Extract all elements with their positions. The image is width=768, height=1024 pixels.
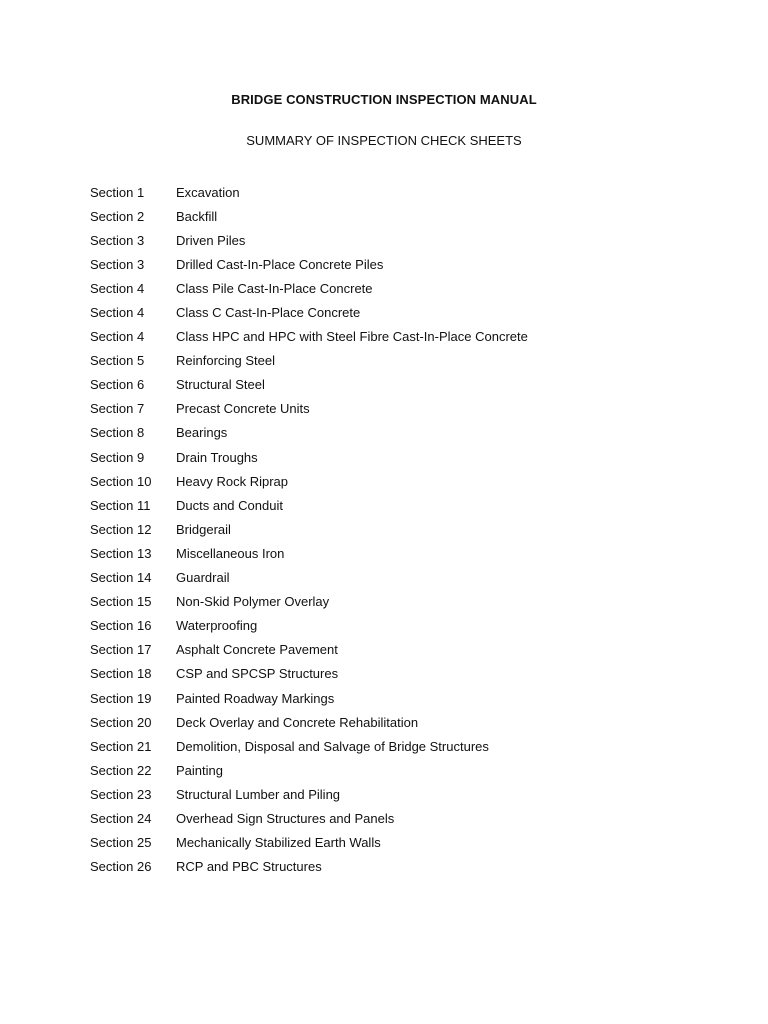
section-title: Painting	[176, 762, 223, 778]
section-number: Section 4	[90, 329, 145, 345]
section-title: Class C Cast-In-Place Concrete	[176, 305, 361, 321]
document-title: BRIDGE CONSTRUCTION INSPECTION MANUAL	[231, 92, 537, 107]
document-subtitle: SUMMARY OF INSPECTION CHECK SHEETS	[246, 133, 522, 148]
section-number: Section 21	[90, 738, 152, 754]
section-number: Section 8	[90, 425, 145, 441]
section-title: Backfill	[176, 208, 218, 224]
section-title: Drain Troughs	[176, 449, 258, 465]
section-number: Section 12	[90, 521, 152, 537]
section-number: Section 22	[90, 762, 152, 778]
section-title: Miscellaneous Iron	[176, 545, 285, 561]
section-row	[90, 469, 730, 493]
section-title: Drilled Cast-In-Place Concrete Piles	[176, 256, 384, 272]
section-title: Mechanically Stabilized Earth Walls	[176, 835, 381, 851]
section-title: Bridgerail	[176, 521, 231, 537]
section-title: Overhead Sign Structures and Panels	[176, 810, 395, 826]
section-title: Reinforcing Steel	[176, 353, 275, 369]
section-title: Guardrail	[176, 570, 230, 586]
section-title: Heavy Rock Riprap	[176, 473, 288, 489]
section-list	[90, 180, 730, 879]
section-title: RCP and PBC Structures	[176, 859, 322, 875]
section-row	[90, 710, 730, 734]
section-row	[90, 734, 730, 758]
section-number: Section 1	[90, 184, 145, 200]
section-row	[90, 782, 730, 806]
section-row	[90, 445, 730, 469]
section-number: Section 23	[90, 786, 152, 802]
section-row	[90, 252, 730, 276]
section-number: Section 6	[90, 377, 145, 393]
section-row	[90, 493, 730, 517]
section-title: Class HPC and HPC with Steel Fibre Cast-In-Place Concrete	[176, 329, 528, 345]
section-title: Non-Skid Polymer Overlay	[176, 594, 330, 610]
section-number: Section 14	[90, 570, 152, 586]
section-title: Deck Overlay and Concrete Rehabilitation	[176, 714, 419, 730]
section-row	[90, 590, 730, 614]
section-number: Section 11	[90, 497, 151, 513]
section-number: Section 10	[90, 473, 152, 489]
section-number: Section 5	[90, 353, 145, 369]
section-number: Section 15	[90, 594, 152, 610]
section-row	[90, 228, 730, 252]
section-title: Bearings	[176, 425, 228, 441]
section-number: Section 20	[90, 714, 152, 730]
section-row	[90, 686, 730, 710]
section-title: Driven Piles	[176, 232, 246, 248]
section-number: Section 17	[90, 642, 152, 658]
section-title: Ducts and Conduit	[176, 497, 283, 513]
section-number: Section 18	[90, 666, 152, 682]
section-row	[90, 831, 730, 855]
section-number: Section 4	[90, 305, 145, 321]
section-number: Section 4	[90, 280, 145, 296]
section-number: Section 19	[90, 690, 152, 706]
section-title: Painted Roadway Markings	[176, 690, 335, 706]
section-number: Section 25	[90, 835, 152, 851]
section-number: Section 16	[90, 618, 152, 634]
section-number: Section 7	[90, 401, 145, 417]
section-row	[90, 397, 730, 421]
section-row	[90, 300, 730, 324]
section-number: Section 9	[90, 449, 145, 465]
section-number: Section 26	[90, 859, 152, 875]
section-number: Section 24	[90, 810, 152, 826]
section-title: Class Pile Cast-In-Place Concrete	[176, 280, 373, 296]
section-row	[90, 758, 730, 782]
section-title: Excavation	[176, 184, 240, 200]
section-row	[90, 806, 730, 830]
section-row	[90, 614, 730, 638]
section-number: Section 3	[90, 256, 145, 272]
section-row	[90, 517, 730, 541]
section-row	[90, 638, 730, 662]
section-title: CSP and SPCSP Structures	[176, 666, 339, 682]
section-number: Section 2	[90, 208, 145, 224]
section-row	[90, 276, 730, 300]
section-title: Precast Concrete Units	[176, 401, 310, 417]
section-title: Waterproofing	[176, 618, 258, 634]
section-row	[90, 325, 730, 349]
section-row	[90, 855, 730, 879]
section-number: Section 3	[90, 232, 145, 248]
section-row	[90, 373, 730, 397]
section-row	[90, 662, 730, 686]
section-row	[90, 421, 730, 445]
section-row	[90, 204, 730, 228]
section-title: Demolition, Disposal and Salvage of Bridge Structures	[176, 738, 489, 754]
section-number: Section 13	[90, 545, 152, 561]
section-title: Asphalt Concrete Pavement	[176, 642, 338, 658]
section-row	[90, 541, 730, 565]
section-row	[90, 566, 730, 590]
section-row	[90, 349, 730, 373]
section-title: Structural Steel	[176, 377, 265, 393]
section-title: Structural Lumber and Piling	[176, 786, 341, 802]
section-row	[90, 180, 730, 204]
